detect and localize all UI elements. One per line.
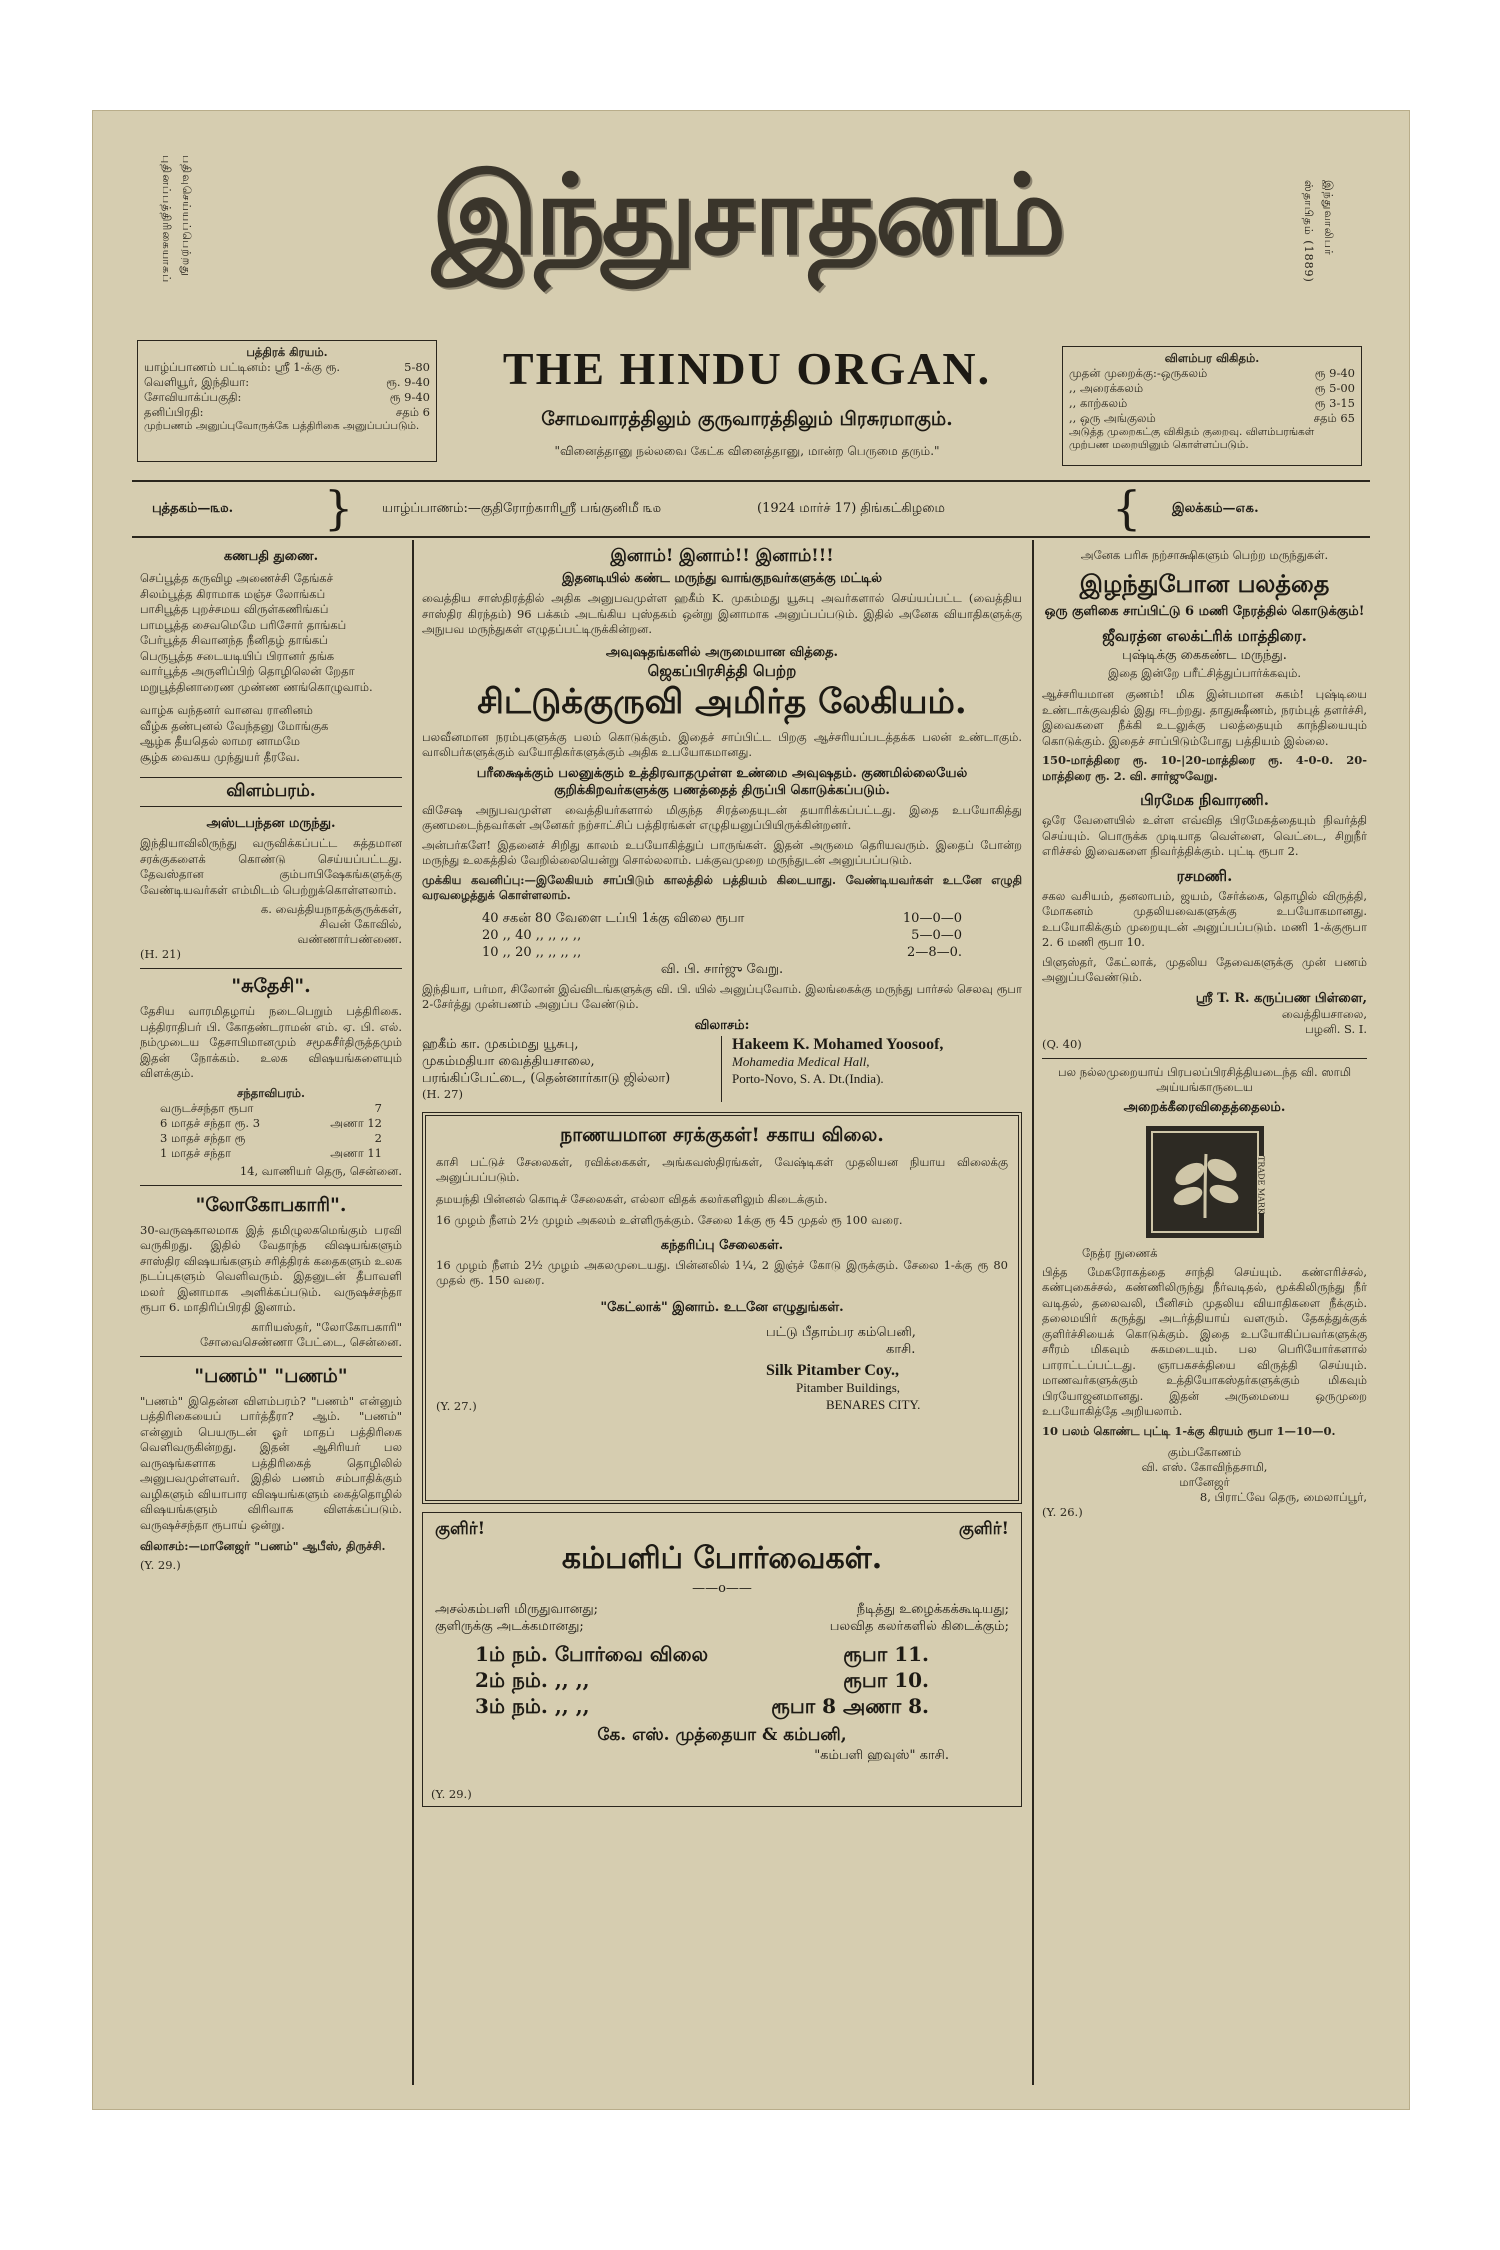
rate-value: அணா 12 [330,1115,382,1130]
ad-signature: மானேஜர் [1179,1475,1230,1489]
blanket-item: 2ம் நம். ,, ,, [475,1667,590,1692]
ad-feature: அசல்கம்பளி மிருதுவானது; [435,1601,599,1617]
ad-body: 30-வருஷகாலமாக இத் தமிழுலகமெங்கும் பரவி வருகிறது. இதில் வேதாந்த விஷயங்களும் சாஸ்திர விஷயங்களும் சரித்திரக் கதைகளும் உலக நடப்புகளும் வெளிவரும். இதனுடன் தீபாவளி மலர் இனாமாக அளிக்கப்படும். வருஷச்சந்தா ரூபா 6. மாதிரிப்பிரதி இனாம். [140,1222,402,1314]
address-head: விலாசம்: [694,1017,750,1033]
masthead-title: இந்துசாதனம் [431,150,1063,279]
ad-title: "லோகோபகாரி". [195,1193,347,1216]
blanket-item: 1ம் நம். போர்வை விலை [475,1641,709,1666]
ad-body: காசி பட்டுச் சேலைகள், ரவிக்கைகள், அங்கவஸ்திரங்கள், வேஷ்டிகள் முதலியன நியாய விலைக்கு அனுப்பப்படும். [436,1154,1008,1184]
ad-code: (Y. 26.) [1042,1505,1083,1519]
newspaper-page [92,110,1410,2110]
subscription-title: பத்திரக் கிரயம். [246,345,328,359]
ad-signature: ஸ்ரீ T. R. கருப்பண பிள்ளை, [1195,990,1367,1006]
ad-signature: கே. எஸ். முத்தையா & கம்பனி, [597,1724,847,1745]
rate-row-label: ,, காற்கலம் [1069,396,1128,410]
verse-line: சிலம்பூத்த கிராமாக மஞ்ச லோங்கப் [140,586,326,601]
ad-signature: சோவைசெண்ணா பேட்டை, சென்னை. [199,1334,402,1349]
ad-code: (Y. 29.) [140,1558,181,1572]
ad-body: 16 முழம் நீளம் 2½ முழம் அகலமுடையது. பின்னலில் 1¼, 2 இஞ்ச் கோடு இருக்கும். சேலை 1-க்கு ரூ 80 முதல் ரூ. 150 வரை. [436,1257,1008,1287]
advert-rates-box [1062,346,1362,466]
sub-row-value: சதம் 6 [395,405,430,419]
ad-signature: BENARES CITY. [826,1396,921,1412]
subscription-box [137,340,437,462]
verse-line: பெருபூத்த சடையடியிப் பிரானர் தங்க [140,648,335,663]
address-line: பரங்கிப்பேட்டை, (தென்னார்காடு ஜில்லா) [422,1070,671,1086]
verse-line: வாழ்க வந்தனர் வானவ ரானினம் [140,703,313,717]
ad-code: (Y. 29.) [431,1786,472,1801]
ad-warning: முக்கிய கவனிப்பு:—இலேகியம் சாப்பிடும் காலத்தில் பத்தியம் கிடையாது. வேண்டியவர்கள் உடனே எழுதி வரவழைத்துக் கொள்ளலாம். [422,872,1022,902]
ad-signature: பழனி. S. I. [1305,1021,1367,1036]
ad-separator: ——o—— [692,1580,752,1596]
column-middle [422,546,1022,1807]
ad-signature: Pitamber Buildings, [796,1379,900,1395]
ad-body: "பணம்" இதென்ன விளம்பரம்? "பணம்" என்னும் பத்திரிகையைப் பார்த்தீரா? ஆம். "பணம்" என்னும் பெயருடன் ஓர் மாதப் பத்திரிகை வெளிவருகின்றது. இதன் ஆசிரியர் பல வருஷங்களாக பத்திரிகைத் தொழிலில் அனுபவமுள்ளவர். இதில் பணம் சம்பாதிக்கும் வழிகளும் வியாபார விஷயங்களும் கைத்தொழில் விஷயங்களும் விரிவாக விளக்கப்படும். வருஷச்சந்தா ரூபாய் ஒன்று. [140,1393,402,1532]
rate-row-label: ,, அரைக்கலம் [1069,381,1144,395]
ad-title: "சுதேசி". [231,975,311,997]
advert-rates-note: அடுத்த முறைகட்கு விகிதம் குறைவு. விளம்பரங்கள் முற்பண மறையினும் கொள்ளப்படும். [1069,426,1315,451]
verse-line: பாசிபூத்த புறச்சமய விருள்கணிங்கப் [140,602,329,616]
ad-signature: விலாசம்:—மானேஜர் "பணம்" ஆபீஸ், திருச்சி. [140,1539,386,1553]
ad-body: பலவீனமான நரம்புகளுக்கு பலம் கொடுக்கும். இதைச் சாப்பிட்ட பிறகு ஆச்சரியப்படத்தக்க பலன் உண்டாகும். வாலிபர்களுக்கும் வயோதிகர்களுக்கும் அதிக உபயோகமானது. [422,729,1022,759]
rate-label: வருடச்சந்தா ரூபா [160,1100,254,1115]
advert-rates-title: விளம்பர விகிதம். [1164,351,1260,365]
ad-title: "பணம்" "பணம்" [194,1364,348,1387]
ad-subhead: நேத்ர நுணைக் [1082,1245,1158,1260]
ad-subtitle: புஷ்டிக்கு கைகண்ட மருந்து. [1122,648,1287,663]
ad-top: பல நல்லமுறையாய் பிரபலப்பிரசித்தியடைந்த வி. ஸாமி அய்யங்காருடைய [1057,1064,1352,1094]
right-vertical-note-2: இந்துவாலிபர் [1322,180,1335,256]
ad-code: (H. 27) [422,1086,463,1101]
blanket-advert-box [422,1512,1022,1807]
silk-advert-frame [422,1112,1022,1504]
left-vertical-note-2: பதிவுசெய்யப்பெற்றது [180,155,193,277]
vilambaram-header: விளம்பரம். [140,777,402,807]
ad-title: நாணயமான சரக்குகள்! சகாய விலை. [560,1123,884,1146]
price-value: 5—0—0 [911,927,962,943]
rate-label: 1 மாதச் சந்தா [160,1145,231,1160]
ad-subhead: அவுஷதங்களில் அருமையான வித்தை. [605,644,839,660]
price-value: 10—0—0 [902,910,962,926]
rate-row-value: சதம் 65 [1313,411,1355,425]
verse-line: செப்பூத்த கருவிழ அணைச்சி தேங்கச் [140,571,334,585]
ad-headline: கம்பளிப் போர்வைகள். [561,1540,883,1576]
ad-body: இந்தியாவிலிருந்து வருவிக்கப்பட்ட சுத்தமான சரக்குகளைக் கொண்டு செய்யப்பட்டது. தேவஸ்தான கும்பாபிஷேகங்களுக்கு வேண்டியவர்கள் எம்மிடம் பெற்றுக்கொள்ளலாம். [140,836,402,897]
address-line: Porto-Novo, S. A. Dt.(India). [732,1070,884,1086]
verse-line: பேர்பூத்த சிவானந்த நீனிதழ் தாங்கப் [140,633,328,647]
ad-title: ரசமணி. [1176,866,1233,885]
price-value: 2—8—0. [907,944,962,960]
ad-body: அன்பர்களே! இதனைச் சிறிது காலம் உபயோகித்துப் பாருங்கள். இதன் அருமை தெரியவரும். இதைப் போன்ற மருந்து உலகத்தில் வேறில்லையென்று சொல்லலாம். பக்குவமுறை மருந்துடன் அனுப்பப்படும். [422,837,1022,867]
verse-line: வீழ்க தண்புனல் வேந்தனு மோங்குக [140,718,329,733]
blanket-price: ரூபா 11. [843,1641,929,1666]
address-line: ஹகீம் கா. முகம்மது யூசுபு, [422,1036,579,1052]
ad-body: பித்த மேகரோகத்தை சாந்தி செய்யும். கண்எரிச்சல், கண்புகைச்சல், கண்ணிலிருந்து நீர்வடிதல், மூக்கிலிருந்து நீர் வடிதல், தலைவலி, பீனிசம் முதலிய வியாதிகளை நீக்கும். தலைமயிர் கருத்து அடர்த்தியாய் வளரும். தேகத்துக்குக் குளிர்ச்சியைக் கொடுக்கும். இதை உபயோகிப்பவர்களுக்கு சரீரம் மிகவும் சுகமடையும். பல பெரியோர்களால் பாராட்டப்பட்டது. ஞாபகசக்தியை விருத்தி செய்யும். மாணவர்களுக்கும் உத்தியோகஸ்தர்களுக்கும் மிகவும் பிரயோஜனமானது. இதன் அருமையை ஒருமுறை உபயோகித்தே அறியலாம். [1042,1264,1367,1418]
ad-body: விசேஷ அநுபவமுள்ள வைத்தியர்களால் மிகுந்த சிரத்தையுடன் தயாரிக்கப்பட்டது. இதை உபயோகித்து குணமடைந்தவர்கள் அனேகர் நற்சாட்சிப் பத்திரங்கள் எழுதியனுப்பியிருக்கின்றனர். [422,802,1022,832]
ad-body: இந்தியா, பர்மா, சிலோன் இவ்விடங்களுக்கு வி. பி. யில் அனுப்புவோம். இலங்கைக்கு மருந்து பார்சல் செலவு ரூபா 2-சேர்த்து முன்பணம் அனுப்ப வேண்டும். [422,981,1022,1011]
address-line: முகம்மதியா வைத்தியசாலை, [422,1053,595,1069]
ad-signature: வி. எஸ். கோவிந்தசாமி, [1141,1460,1268,1474]
blanket-item: 3ம் நம். ,, ,, [475,1693,590,1718]
blanket-price: ரூபா 10. [843,1667,929,1692]
masthead-tagline: சோமவாரத்திலும் குருவாரத்திலும் பிரசுரமாகும். [541,408,953,430]
sub-row-label: சோவியாக்ப்பகுதி: [144,390,242,404]
verse-line: பாமபூத்த சைவமெமே பரிசோர் தாங்கப் [140,617,347,632]
rate-value: அணா 11 [330,1145,382,1160]
sub-row-label: தனிப்பிரதி: [144,405,204,419]
ad-product: ஜீவரத்ன எலக்ட்ரிக் மாத்திரை. [1102,627,1307,645]
rate-row-value: ரூ 3-15 [1314,396,1355,410]
ad-subtitle: இதனடியில் கண்ட மருந்து வாங்குநவர்களுக்கு மட்டில் [561,571,883,586]
ad-body: ஆச்சரியமான குணம்! மிக இன்பமான சுகம்! புஷ்டியை உண்டாக்குவதில் இது ஈடற்றது. தாதுக்ஷீணம், நரம்புத் தளர்ச்சி, இவைகளை நீக்கி உடலுக்கு பலத்தையும் காந்தியையும் கொடுக்கும். இதைச் சாப்பிடும்போது பத்தியம் இல்லை. [1042,687,1367,748]
ad-headline: இழந்துபோன பலத்தை [1079,569,1330,598]
ad-signature: காசி. [886,1341,916,1357]
brace-left: } [324,481,354,535]
masthead-english-title: THE HINDU ORGAN. [502,343,992,394]
column-right [1042,548,1367,1520]
ad-signature: காரியஸ்தர், "லோகோபகாரி" [251,1319,402,1334]
ad-code: (Y. 27.) [436,1398,477,1413]
ad-subhead: கந்தரிப்பு சேலைகள். [660,1237,784,1253]
volume-label: புத்தகம்—௩௰. [152,501,234,516]
ad-title: அஸ்டபந்தன மருந்து. [206,816,336,831]
ad-subhead: ஜெகப்பிரசித்தி பெற்ற [647,661,797,680]
ad-signature: க. வைத்தியநாதக்குருக்கள், [260,902,402,916]
column-left [140,548,402,1573]
address-line: Mohamedia Medical Hall, [732,1053,870,1069]
ad-subtitle: ஒரு குளிகை சாப்பிட்டு 6 மணி நேரத்தில் கொடுக்கும்! [1044,604,1365,619]
trade-mark-logo [1146,1126,1264,1238]
ad-prices: 150-மாத்திரை ரூ. 10-|20-மாத்திரை ரூ. 4-0-0. 20-மாத்திரை ரூ. 2. வி. சார்ஜுவேறு. [1042,753,1367,783]
ad-signature: வண்ணார்பண்ணை. [297,932,402,946]
sub-row-value: ரூ. 9-40 [386,375,430,389]
ad-title: அறைக்கீரைவிதைத்தைலம். [1123,1099,1286,1115]
ad-feature: குளிருக்கு அடக்கமானது; [435,1618,584,1634]
ad-subtitle: இதை இன்றே பரீட்சித்துப்பார்க்கவும். [1107,666,1302,680]
price-note: வி. பி. சார்ஜு வேறு. [660,961,784,977]
sub-row-value: 5-80 [404,360,430,374]
price-qty: 10 ,, 20 ,, ,, ,, ,, [482,944,582,960]
divider [132,536,1370,538]
ad-catalogue: "கேட்லாக்" இனாம். உடனே எழுதுங்கள். [600,1299,844,1315]
rate-value: 2 [374,1130,382,1145]
issue-label: இலக்கம்—௭௧. [1172,501,1259,516]
verse-line: சூழ்க வைகய முந்துயர் தீரவே. [140,749,300,764]
verse-line: ஆழ்க தீயதெல் லாமர னாமமே [140,734,301,748]
verse-line: வார்பூத்த அருளிப்பிற் தொழிலென் றேதா [140,664,355,678]
ad-headline: சிட்டுக்குருவி அமிர்த லேகியம். [477,681,967,722]
price-qty: 20 ,, 40 ,, ,, ,, ,, [482,927,582,943]
rate-row-value: ரூ 9-40 [1314,366,1355,380]
ad-top: அனேக பரிசு நற்சாக்ஷிகளும் பெற்ற மருந்துகள். [1080,548,1329,562]
address-line: Hakeem K. Mohamed Yoosoof, [732,1035,944,1053]
divider [132,480,1370,482]
dateline-place: யாழ்ப்பாணம்:—குதிரோற்காரிஸ்ரீ பங்குனிமீ ௩௰ [382,501,662,516]
rate-row-label: ,, ஒரு அங்குலம் [1069,411,1156,425]
subscription-note: முற்பணம் அனுப்புவோருக்கே பத்திரிகை அனுப்பப்படும். [144,420,420,432]
ad-body: 16 முழம் நீளம் 2½ முழம் அகலம் உள்ளிருக்கும். சேலை 1க்கு ரூ 45 முதல் ரூ 100 வரை. [436,1213,903,1227]
price-qty: 40 சகன் 80 வேளை டப்பி 1க்கு விலை ரூபா [482,910,745,926]
verse-line: மறுபூத்தினாரைண முண்ண ணங்கொழுவாம். [140,679,373,694]
sub-row-label: யாழ்ப்பாணம் பட்டினம்: ஸ்ரீ 1-க்கு ரூ. [144,360,341,374]
ad-body: தேசிய வாரமிதழாய் நடைபெறும் பத்திரிகை. பத்திராதிபர் பி. கோதண்டராமன் எம். ஏ. பி. எல். நம்முடைய தேசாபிமானமும் சமூகசீர்திருத்தமும் இதன் நோக்கம். உலக விஷயங்களையும் விளக்கும். [140,1004,402,1080]
ad-cry: குளிர்! [958,1518,1009,1539]
ad-address: 14, வாணியர் தெரு, சென்னை. [239,1163,402,1178]
column-rule [412,540,414,2085]
blanket-price: ரூபா 8 அணா 8. [771,1693,929,1718]
left-vertical-note-1: புதினப்பத்திரிகையாகப் [160,155,173,284]
rate-label: 6 மாதச் சந்தா ரூ. 3 [160,1115,261,1130]
leaf-logo-icon [1146,1126,1264,1238]
rate-title: சந்தாவிபரம். [236,1085,306,1100]
right-vertical-note-1: ஸ்தாபிதம் (1889) [1302,180,1315,283]
ad-cry: குளிர்! [435,1518,486,1539]
sub-row-label: வெளியூர், இந்தியா: [144,375,250,389]
ad-title: பிரமேக நிவாரணி. [1140,791,1269,809]
ad-signature: கும்பகோணம் [1167,1445,1242,1459]
ad-code: (Q. 40) [1042,1036,1082,1051]
ad-body: தமயந்தி பின்னல் கொடிச் சேலைகள், எல்லா விதக் கலர்களிலும் கிடைக்கும். [436,1191,828,1206]
ad-signature: 8, பிராட்வே தெரு, மைலாப்பூர், [1199,1490,1367,1504]
ad-cry: இனாம்! இனாம்!! இனாம்!!! [610,546,834,566]
ad-signature: சிவன் கோவில், [319,917,402,931]
rate-row-label: முதன் முறைக்கு:-ஒருகலம் [1069,366,1208,380]
ad-code: (H. 21) [140,947,181,961]
column-rule [1032,540,1034,2085]
ad-guarantee: பரீக்ஷைக்கும் பலனுக்கும் உத்திரவாதமுள்ள உண்மை அவுஷதம். குணமில்லையேல் குறிக்கிறவர்களுக்கு பணத்தைத் திருப்பி கொடுக்கப்படும். [476,765,968,798]
ad-body: சகல வசியம், தனலாபம், ஜயம், சேர்க்கை, தொழில் விருத்தி, மோகனம் முதலியவைகளுக்கு உபயோகமானது. உபயோகிக்கும் முறையுடன் அனுப்பப்படும். மணி 1-க்குரூபா 2. 6 மணி ரூபா 10. [1042,888,1367,949]
ad-signature: Silk Pitamber Coy., [766,1361,900,1379]
ad-price: 10 பலம் கொண்ட புட்டி 1-க்கு கிரயம் ரூபா 1—10—0. [1042,1423,1336,1438]
rate-value: 7 [374,1100,382,1115]
rate-label: 3 மாதச் சந்தா ரூ [160,1130,246,1145]
invocation-title: கணபதி துணை. [223,549,319,564]
ad-body: பிளுஸ்தர், கேட்லாக், முதலிய தேவைகளுக்கு முன் பணம் அனுப்பவேண்டும். [1042,954,1367,984]
rate-row-value: ரூ 5-00 [1314,381,1355,395]
ad-signature: பட்டு பீதாம்பர கம்பெனி, [766,1324,916,1340]
ad-signature: வைத்தியசாலை, [1281,1006,1367,1021]
masthead-motto: "வினைத்தானு நல்லவை கேட்க வினைத்தானு, மான்ற பெருமை தரும்." [554,444,940,458]
dateline-date: (1924 மார்ச் 17) திங்கட்கிழமை [757,501,945,516]
sub-row-value: ரூ 9-40 [389,390,430,404]
ad-feature: நீடித்து உழைக்கக்கூடியது; [856,1601,1009,1617]
ad-feature: பலவித கலர்களில் கிடைக்கும்; [829,1618,1009,1634]
trade-mark-label: TRADE MARK [1256,1155,1266,1214]
ad-body: வைத்திய சாஸ்திரத்தில் அதிக அனுபவமுள்ள ஹகீம் K. முகம்மது யூசுபு அவர்களால் செய்யப்பட்ட (வைத்திய சாஸ்திர கிரந்தம்) 96 பக்கம் அடங்கிய புஸ்தகம் ஒன்று இனாமாக அனுப்பப்படும். இதில் அனேக வியாதிகளுக்கு அநுபவ மருந்துகள் எழுதப்பட்டிருக்கின்றன. [422,591,1022,636]
ad-body: ஒரே வேளையில் உள்ள எவ்வித பிரமேகத்தையும் நிவர்த்தி செய்யும். பொருக்க முடியாத வெள்ளை, வெட்டை, சிறுநீர் எரிச்சல் இவைகளை நிவர்த்திக்கும். புட்டி ரூபா 2. [1042,813,1367,858]
brace-right: { [1112,481,1142,535]
ad-signature: "கம்பளி ஹவுஸ்" காசி. [814,1747,949,1763]
